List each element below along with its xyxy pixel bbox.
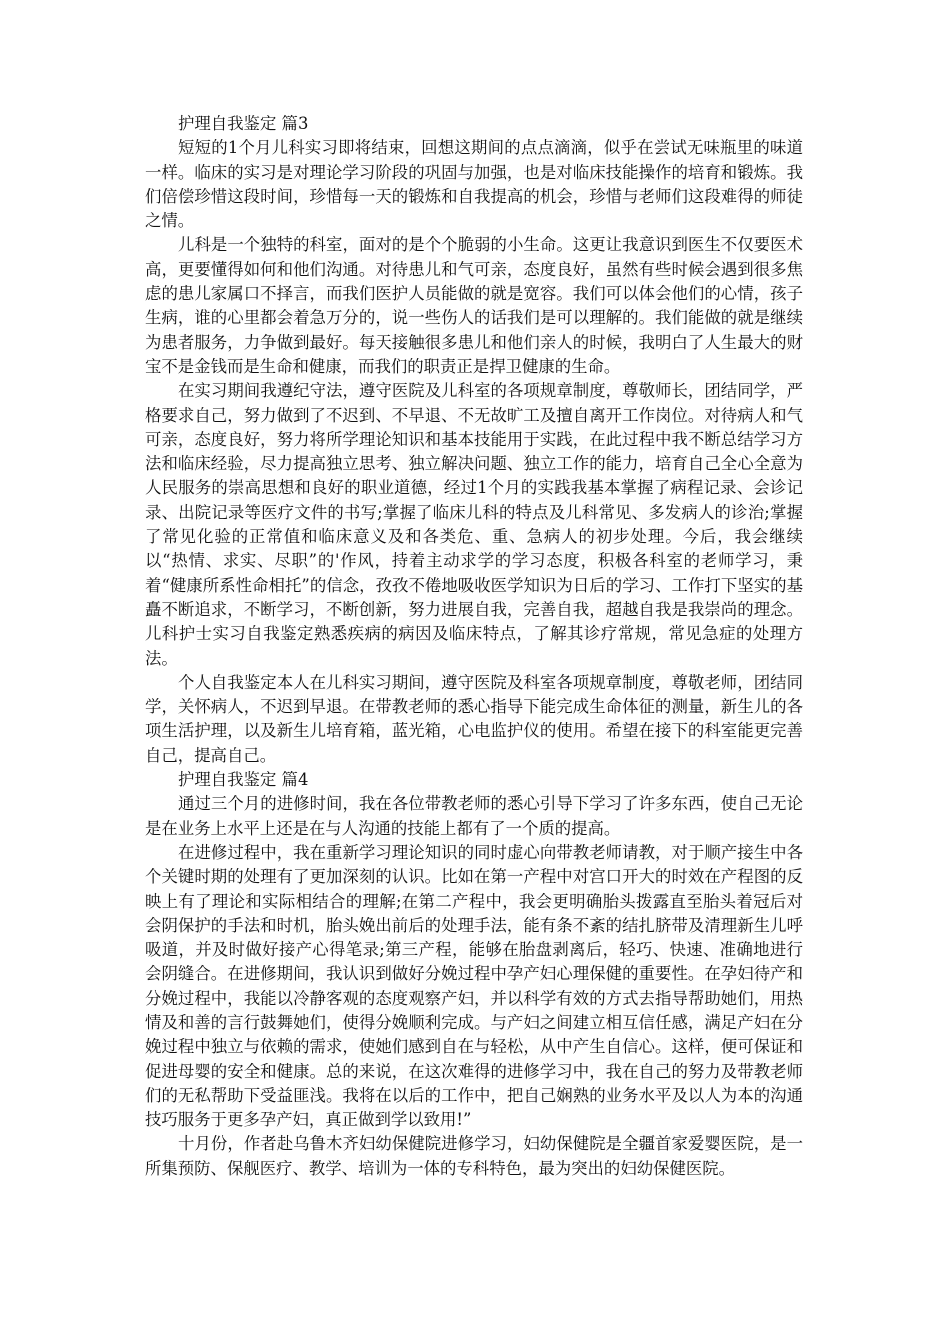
paragraph: 儿科是一个独特的科室，面对的是个个脆弱的小生命。这更让我意识到医生不仅要医术高，更要懂得如何和他们沟通。对待患儿和气可亲，态度良好，虽然有些时候会遇到很多焦虑的患儿家属口不择言，而我们医护人员能做的就是宽容。我们可以体会他们的心情，孩子生病，谁的心里都会着急万分的，说一些伤人的话我们是可以理解的。我们能做的就是继续为患者服务，力争做到最好。每天接触很多患儿和他们亲人的时候，我明白了人生最大的财宝不是金钱而是生命和健康，而我们的职责正是捍卫健康的生命。 xyxy=(145,235,803,376)
paragraph: 十月份，作者赴乌鲁木齐妇幼保健院进修学习，妇幼保健院是全疆首家爱婴医院，是一所集预防、保舰医疗、教学、培训为一体的专科特色，最为突出的妇幼保健医院。 xyxy=(145,1134,803,1178)
paragraph: 在进修过程中，我在重新学习理论知识的同时虚心向带教老师请教，对于顺产接生中各个关键时期的处理有了更加深刻的认识。比如在第一产程中对宫口开大的时效在产程图的反映上有了理论和实际相结合的理解;在第二产程中，我会更明确胎头拨露直至胎头着冠后对会阴保护的手法和时机，胎头娩出前后的处理手法，能有条不紊的结扎脐带及清理新生儿呼吸道，并及时做好接产心得笔录;第三产程，能够在胎盘剥离后，轻巧、快速、准确地进行会阴缝合。在进修期间，我认识到做好分娩过程中孕产妇心理保健的重要性。在孕妇待产和分娩过程中，我能以冷静客观的态度观察产妇，并以科学有效的方式去指导帮助她们，用热情及和善的言行鼓舞她们，使得分娩顺利完成。与产妇之间建立相互信任感，满足产妇在分娩过程中独立与依赖的需求，使她们感到自在与轻松，从中产生自信心。这样，便可保证和促进母婴的安全和健康。总的来说，在这次难得的进修学习中，我在自己的努力及带教老师们的无私帮助下受益匪浅。我将在以后的工作中，把自己娴熟的业务水平及以人为本的沟通技巧服务于更多孕产妇，真正做到学以致用!” xyxy=(145,842,803,1130)
paragraph: 个人自我鉴定本人在儿科实习期间，遵守医院及科室各项规章制度，尊敬老师，团结同学，关怀病人，不迟到早退。在带教老师的悉心指导下能完成生命体征的测量，新生儿的各项生活护理，以及新生儿培育箱，蓝光箱，心电监护仪的使用。希望在接下的科室能更完善自己，提高自己。 xyxy=(145,672,803,765)
section-heading: 护理自我鉴定 篇4 xyxy=(178,770,309,790)
section-heading: 护理自我鉴定 篇3 xyxy=(178,114,309,133)
paragraph: 在实习期间我遵纪守法，遵守医院及儿科室的各项规章制度，尊敬师长，团结同学，严格要求自己，努力做到了不迟到、不早退、不无故旷工及擅自离开工作岗位。对待病人和气可亲，态度良好，努力将所学理论知识和基本技能用于实践，在此过程中我不断总结学习方法和临床经验，尽力提高独立思考、独立解决问题、独立工作的能力，培育自己全心全意为人民服务的崇高思想和良好的职业道德，经过1个月的实践我基本掌握了病程记录、会诊记录、出院记录等医疗文件的书写;掌握了临床儿科的特点及儿科常见、多发病人的诊治;掌握了常见化验的正常值和临床意义及和各类危、重、急病人的初步处理。今后，我会继续以“热情、求实、尽职”的'作风，持着主动求学的学习态度，积极各科室的老师学习，秉着“健康所系性命相托”的信念，孜孜不倦地吸收医学知识为日后的学习、工作打下坚实的基矗不断追求，不断学习，不断创新，努力进展自我，完善自我，超越自我是我崇尚的理念。儿科护士实习自我鉴定熟悉疾病的病因及临床特点，了解其诊疗常规，常见急症的处理方法。 xyxy=(145,381,803,668)
paragraph: 通过三个月的进修时间，我在各位带教老师的悉心引导下学习了许多东西，使自己无论是在业务上水平上还是在与人沟通的技能上都有了一个质的提高。 xyxy=(145,794,803,838)
document-page xyxy=(145,112,803,1181)
paragraph: 短短的1个月儿科实习即将结束，回想这期间的点点滴滴，似乎在尝试无味瓶里的味道一样。临床的实习是对理论学习阶段的巩固与加强，也是对临床技能操作的培育和锻炼。我们倍偿珍惜这段时间，珍惜每一天的锻炼和自我提高的机会，珍惜与老师们这段难得的师徒之情。 xyxy=(145,138,803,231)
